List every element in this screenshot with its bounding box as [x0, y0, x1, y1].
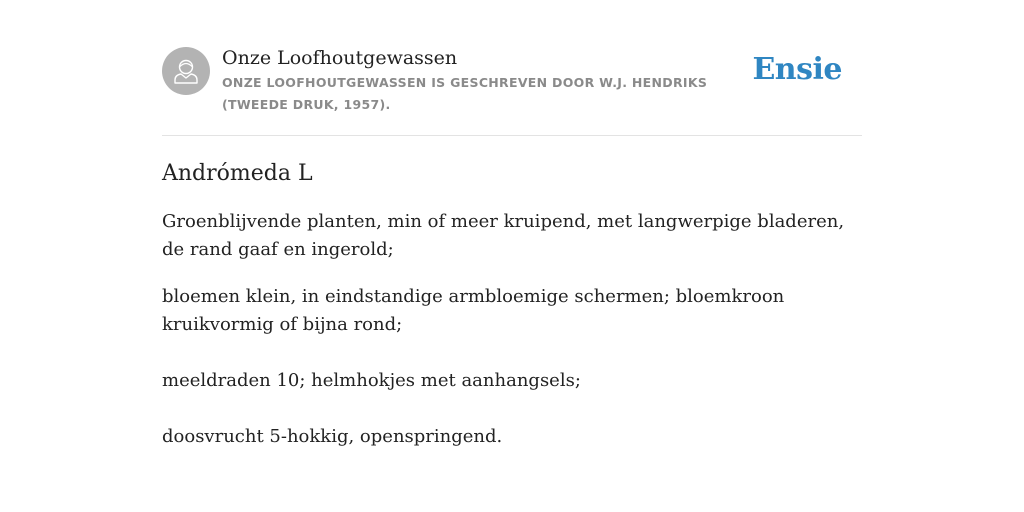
entry-paragraph: Groenblijvende planten, min of meer kruipend, met langwerpige bladeren, de rand gaaf en ingerold; — [162, 211, 845, 260]
divider — [162, 135, 862, 136]
entry-paragraph: bloemen klein, in eindstandige armbloemige schermen; bloemkroon kruikvormig of bijna rond; — [162, 286, 785, 335]
entry-content — [162, 158, 862, 451]
entry-paragraph: doosvrucht 5-hokkig, openspringend. — [162, 426, 503, 447]
entry-paragraph: meeldraden 10; helmhokjes met aanhangsels; — [162, 370, 581, 391]
book-subtitle: ONZE LOOFHOUTGEWASSEN IS GESCHREVEN DOOR W.J. HENDRIKS (TWEEDE DRUK, 1957). — [222, 75, 708, 112]
ensie-logo[interactable]: Ensie — [752, 52, 842, 87]
book-title[interactable]: Onze Loofhoutgewassen — [222, 47, 458, 69]
entry-title: Andrómeda L — [162, 161, 313, 186]
user-avatar-icon — [162, 47, 210, 95]
source-header — [162, 46, 862, 116]
